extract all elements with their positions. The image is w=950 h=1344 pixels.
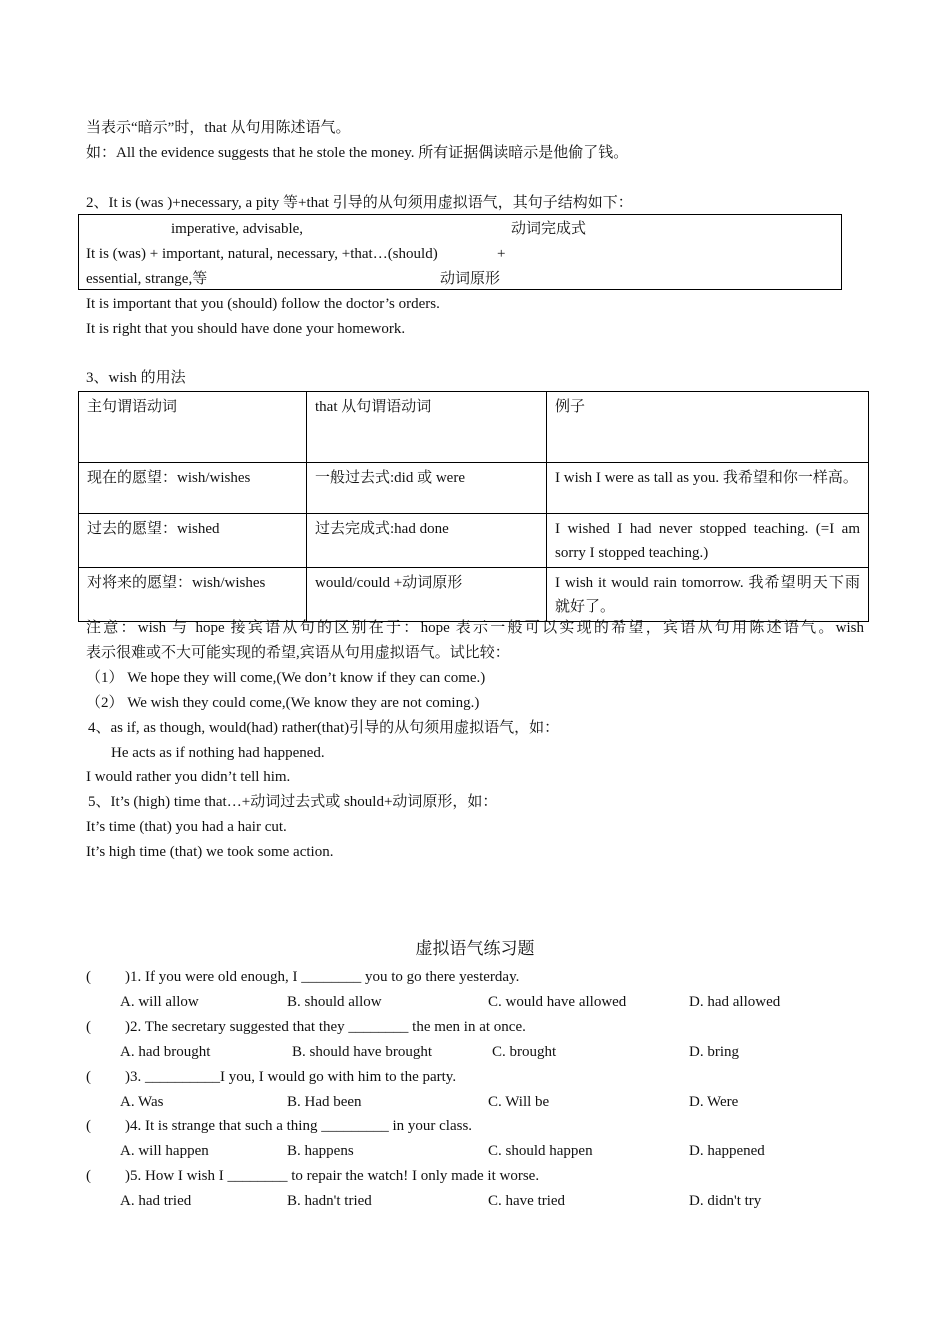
option-c: C. have tried	[488, 1193, 566, 1209]
question-stem: )1. If you were old enough, I ________ you to go there yesterday.	[125, 969, 520, 985]
wish-usage-table	[78, 391, 869, 622]
structure-row2-plus: +	[497, 246, 506, 262]
table-cell: 过去的愿望：wished	[79, 514, 307, 568]
table-cell: 一般过去式:did 或 were	[307, 463, 547, 514]
section5-example-2: It’s high time (that) we took some action.	[86, 844, 334, 860]
question-paren: (	[86, 1118, 91, 1134]
question-paren: (	[86, 1168, 91, 1184]
structure-row3-left: essential, strange,等	[86, 271, 208, 287]
table-cell: I wish I were as tall as you. 我希望和你一样高。	[547, 463, 869, 514]
section2-example-1: It is important that you (should) follow the doctor’s orders.	[86, 296, 440, 312]
table-cell: 过去完成式:had done	[307, 514, 547, 568]
option-a: A. had brought	[120, 1044, 211, 1060]
option-d: D. Were	[689, 1094, 739, 1110]
table-header-row	[79, 392, 869, 463]
table-header-cell: 主句谓语动词	[79, 392, 307, 463]
section5-heading: 5、It’s (high) time that…+动词过去式或 should+动词原形，如：	[88, 794, 498, 810]
wish-hope-note-2: 表示很难或不大可能实现的希望,宾语从句用虚拟语气。试比较：	[86, 645, 510, 661]
option-d: D. had allowed	[689, 994, 781, 1010]
section2-example-2: It is right that you should have done your homework.	[86, 321, 406, 337]
question-stem: )4. It is strange that such a thing _________ in your class.	[125, 1118, 473, 1134]
option-d: D. happened	[689, 1143, 765, 1159]
structure-row2: It is (was) + important, natural, necessary, +that…(should)	[86, 246, 438, 262]
wish-hope-note-1: 注意：wish 与 hope 接宾语从句的区别在于：hope 表示一般可以实现的希望，宾语从句用陈述语气。wish	[86, 620, 864, 636]
table-cell: 对将来的愿望：wish/wishes	[79, 568, 307, 622]
option-a: A. will allow	[120, 994, 199, 1010]
exercise-title: 虚拟语气练习题	[415, 939, 535, 958]
table-cell: I wished I had never stopped teaching. (=I am sorry I stopped teaching.)	[547, 514, 869, 568]
table-header-cell: 例子	[547, 392, 869, 463]
option-b: B. should allow	[287, 994, 382, 1010]
structure-row3-right: 动词原形	[440, 271, 501, 287]
question-stem: )2. The secretary suggested that they ________ the men in at once.	[125, 1019, 526, 1035]
compare-example-2: （2） We wish they could come,(We know they are not coming.)	[86, 695, 480, 711]
option-a: A. will happen	[120, 1143, 209, 1159]
option-d: D. didn't try	[689, 1193, 762, 1209]
option-b: B. Had been	[287, 1094, 362, 1110]
intro-line-1: 当表示“暗示”时，that 从句用陈述语气。	[86, 120, 351, 136]
option-c: C. should happen	[488, 1143, 593, 1159]
intro-line-2: 如：All the evidence suggests that he stole the money. 所有证据偶读暗示是他偷了钱。	[86, 145, 629, 161]
question-stem: )5. How I wish I ________ to repair the watch! I only made it worse.	[125, 1168, 540, 1184]
question-paren: (	[86, 1069, 91, 1085]
option-d: D. bring	[689, 1044, 739, 1060]
option-c: C. brought	[492, 1044, 557, 1060]
section2-heading: 2、It is (was )+necessary, a pity 等+that 引导的从句须用虚拟语气，其句子结构如下：	[86, 195, 633, 211]
table-header-cell: that 从句谓语动词	[307, 392, 547, 463]
table-row	[79, 514, 869, 568]
table-cell: I wish it would rain tomorrow. 我希望明天下雨就好了。	[547, 568, 869, 622]
option-b: B. should have brought	[292, 1044, 432, 1060]
section4-example-1: He acts as if nothing had happened.	[111, 745, 325, 761]
structure-row1-left: imperative, advisable,	[171, 221, 304, 237]
table-row	[79, 568, 869, 622]
option-a: A. had tried	[120, 1193, 192, 1209]
option-b: B. happens	[287, 1143, 354, 1159]
table-cell: would/could +动词原形	[307, 568, 547, 622]
structure-box	[78, 214, 842, 290]
section4-heading: 4、as if, as though, would(had) rather(that)引导的从句须用虚拟语气，如：	[88, 720, 560, 736]
compare-example-1: （1） We hope they will come,(We don’t know if they can come.)	[86, 670, 486, 686]
table-cell: 现在的愿望：wish/wishes	[79, 463, 307, 514]
option-b: B. hadn't tried	[287, 1193, 372, 1209]
question-paren: (	[86, 1019, 91, 1035]
option-c: C. would have allowed	[488, 994, 627, 1010]
section5-example-1: It’s time (that) you had a hair cut.	[86, 819, 287, 835]
option-c: C. Will be	[488, 1094, 550, 1110]
question-paren: (	[86, 969, 91, 985]
structure-row1-right: 动词完成式	[511, 221, 587, 237]
section4-example-2: I would rather you didn’t tell him.	[86, 769, 291, 785]
option-a: A. Was	[120, 1094, 164, 1110]
section3-heading: 3、wish 的用法	[86, 370, 186, 386]
question-stem: )3. __________I you, I would go with him to the party.	[125, 1069, 457, 1085]
table-row	[79, 463, 869, 514]
